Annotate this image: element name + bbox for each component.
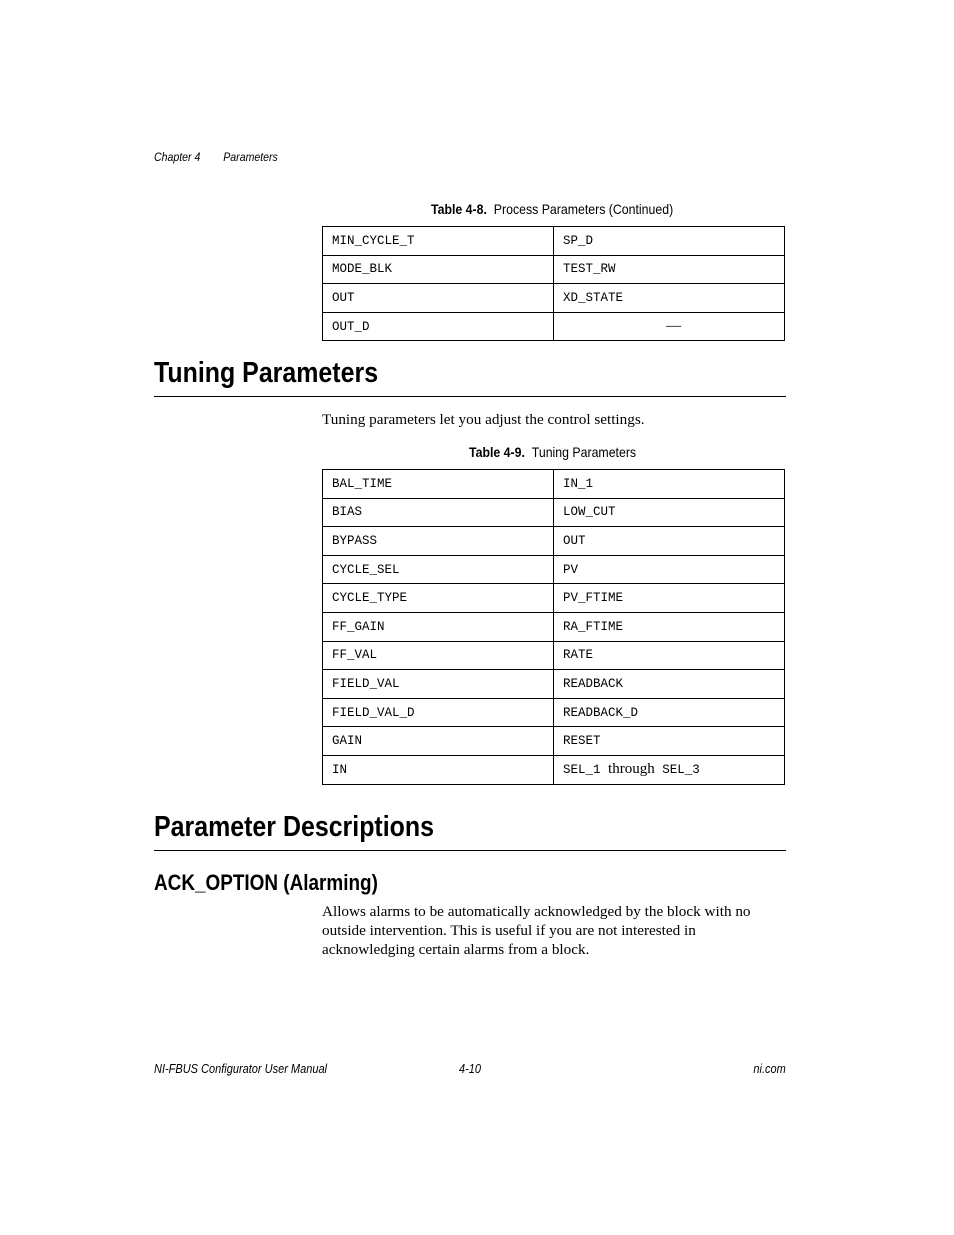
footer-manual-title: NI-FBUS Configurator User Manual xyxy=(154,1062,328,1076)
table-row xyxy=(323,612,785,641)
table-row xyxy=(323,641,785,670)
table-4-8-caption-text: Process Parameters (Continued) xyxy=(493,201,674,217)
table-row xyxy=(323,670,785,699)
section-label: Parameters xyxy=(223,150,278,164)
table-4-9-caption-text: Tuning Parameters xyxy=(531,444,637,460)
table-row xyxy=(323,227,785,256)
table-row xyxy=(323,470,785,499)
table-cell: FIELD_VAL xyxy=(323,670,554,699)
range-start: SEL_1 xyxy=(563,763,601,778)
tuning-intro: Tuning parameters let you adjust the control settings. xyxy=(322,411,645,428)
table-cell: FF_VAL xyxy=(323,641,554,670)
table-cell: RA_FTIME xyxy=(554,612,785,641)
table-row xyxy=(323,555,785,584)
table-cell: IN_1 xyxy=(554,470,785,499)
range-end: SEL_3 xyxy=(662,763,700,778)
table-row xyxy=(323,527,785,556)
table-row xyxy=(323,698,785,727)
table-row xyxy=(323,498,785,527)
paragraph-line: acknowledging certain alarms from a block. xyxy=(322,941,590,958)
table-4-9 xyxy=(322,469,785,785)
footer-website: ni.com xyxy=(753,1062,786,1076)
table-row xyxy=(323,255,785,284)
heading-rule xyxy=(154,396,786,397)
parameter-descriptions-heading: Parameter Descriptions xyxy=(154,811,435,843)
table-row xyxy=(323,284,785,313)
table-cell: RESET xyxy=(554,727,785,756)
table-cell: CYCLE_TYPE xyxy=(323,584,554,613)
table-cell: OUT_D xyxy=(323,312,554,341)
table-4-9-caption-label: Table 4-9. xyxy=(469,444,525,460)
table-row xyxy=(323,584,785,613)
table-row xyxy=(323,727,785,756)
chapter-label: Chapter 4 xyxy=(154,150,201,164)
table-row xyxy=(323,755,785,784)
table-cell: BIAS xyxy=(323,498,554,527)
table-cell: OUT xyxy=(323,284,554,313)
table-cell: RATE xyxy=(554,641,785,670)
ack-option-description xyxy=(322,902,792,959)
table-4-8-caption xyxy=(431,201,673,217)
range-word: through xyxy=(608,761,655,778)
table-cell: FIELD_VAL_D xyxy=(323,698,554,727)
ack-option-heading: ACK_OPTION (Alarming) xyxy=(154,870,378,895)
table-cell: PV_FTIME xyxy=(554,584,785,613)
table-cell: XD_STATE xyxy=(554,284,785,313)
table-cell: GAIN xyxy=(323,727,554,756)
tuning-parameters-heading: Tuning Parameters xyxy=(154,357,379,389)
paragraph-line: outside intervention. This is useful if you are not interested in xyxy=(322,922,696,939)
table-cell: SP_D xyxy=(554,227,785,256)
table-cell: LOW_CUT xyxy=(554,498,785,527)
footer-page-number: 4-10 xyxy=(459,1062,482,1076)
table-cell: READBACK xyxy=(554,670,785,699)
table-cell-empty-dash: — xyxy=(554,312,785,341)
heading-rule xyxy=(154,850,786,851)
table-cell: MIN_CYCLE_T xyxy=(323,227,554,256)
table-cell: OUT xyxy=(554,527,785,556)
table-cell: TEST_RW xyxy=(554,255,785,284)
table-4-8-caption-label: Table 4-8. xyxy=(431,201,487,217)
table-cell: CYCLE_SEL xyxy=(323,555,554,584)
table-cell: IN xyxy=(323,755,554,784)
table-4-8 xyxy=(322,226,785,341)
table-cell: BYPASS xyxy=(323,527,554,556)
table-row xyxy=(323,312,785,341)
table-cell: BAL_TIME xyxy=(323,470,554,499)
table-cell-range xyxy=(554,755,785,784)
table-4-9-caption xyxy=(469,444,636,460)
table-cell: READBACK_D xyxy=(554,698,785,727)
table-cell: PV xyxy=(554,555,785,584)
table-cell: FF_GAIN xyxy=(323,612,554,641)
paragraph-line: Allows alarms to be automatically acknowledged by the block with no xyxy=(322,903,751,920)
running-header xyxy=(154,150,278,164)
table-cell: MODE_BLK xyxy=(323,255,554,284)
